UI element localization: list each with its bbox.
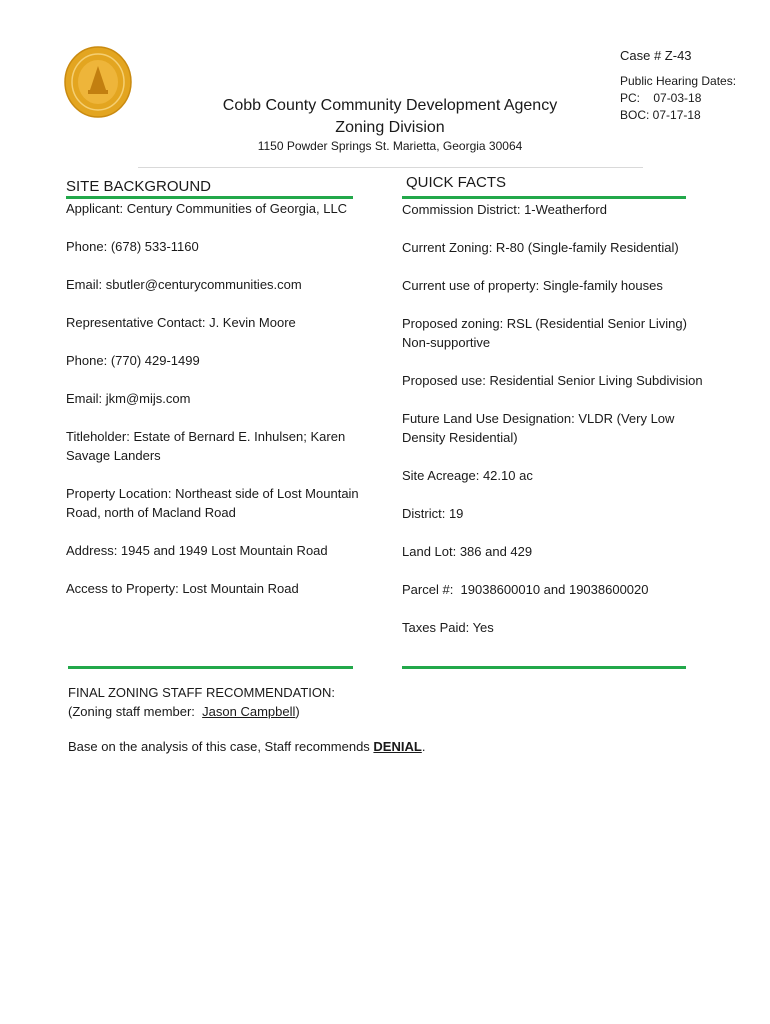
staff-suffix: ) <box>295 704 300 719</box>
site-background-list <box>66 199 371 617</box>
recommendation-statement <box>68 739 425 754</box>
case-info <box>620 48 736 124</box>
titleholder: Titleholder: Estate of Bernard E. Inhulsen; Karen Savage Landers <box>66 429 346 463</box>
boc-date: BOC: 07-17-18 <box>620 108 701 122</box>
current-use: Current use of property: Single-family houses <box>402 278 663 293</box>
land-lot: Land Lot: 386 and 429 <box>402 544 533 559</box>
representative-phone: Phone: (770) 429-1499 <box>66 353 200 368</box>
hearing-dates-title: Public Hearing Dates: <box>620 74 737 88</box>
site-background-bottom-line <box>68 666 353 669</box>
agency-name: Cobb County Community Development Agency <box>222 97 558 114</box>
applicant-phone: Phone: (678) 533-1160 <box>66 239 199 254</box>
cobb-county-seal-logo <box>64 46 132 118</box>
quick-facts-bottom-line <box>402 666 686 669</box>
applicant-email: Email: sbutler@centurycommunities.com <box>66 277 302 292</box>
proposed-use: Proposed use: Residential Senior Living Subdivision <box>402 373 703 388</box>
representative-email: Email: jkm@mijs.com <box>66 391 191 406</box>
staff-member-line <box>68 702 335 721</box>
property-address: Address: 1945 and 1949 Lost Mountain Road <box>66 543 328 558</box>
division-name: Zoning Division <box>335 119 445 136</box>
recommendation-text: Base on the analysis of this case, Staff recommends <box>68 739 374 754</box>
recommendation-suffix: . <box>421 739 426 754</box>
agency-header <box>200 95 580 139</box>
future-land-use: Future Land Use Designation: VLDR (Very Low Density Residential) <box>402 411 675 445</box>
case-number: Case # Z-43 <box>620 48 692 63</box>
site-background-title: SITE BACKGROUND <box>66 178 212 195</box>
representative-contact: Representative Contact: J. Kevin Moore <box>66 315 296 330</box>
quick-facts-underline <box>402 196 686 199</box>
parcel-number: Parcel #: 19038600010 and 19038600020 <box>402 582 649 597</box>
staff-prefix: (Zoning staff member: <box>68 704 203 719</box>
final-recommendation <box>68 683 335 721</box>
quick-facts-title: QUICK FACTS <box>406 174 507 191</box>
taxes-paid: Taxes Paid: Yes <box>402 620 494 635</box>
pc-date: PC: 07-03-18 <box>620 91 702 105</box>
recommendation-heading: FINAL ZONING STAFF RECOMMENDATION: <box>68 685 335 700</box>
commission-district: Commission District: 1-Weatherford <box>402 202 607 217</box>
staff-name: Jason Campbell <box>202 704 296 719</box>
header-divider <box>138 167 643 168</box>
applicant: Applicant: Century Communities of Georgia, LLC <box>66 201 348 216</box>
site-acreage: Site Acreage: 42.10 ac <box>402 468 533 483</box>
agency-address: 1150 Powder Springs St. Marietta, Georgia 30064 <box>257 139 523 153</box>
property-location: Property Location: Northeast side of Lost Mountain Road, north of Macland Road <box>66 486 359 520</box>
current-zoning: Current Zoning: R-80 (Single-family Residential) <box>402 240 679 255</box>
property-access: Access to Property: Lost Mountain Road <box>66 581 299 596</box>
quick-facts-list <box>402 200 727 656</box>
recommendation-decision: DENIAL <box>373 739 422 754</box>
district: District: 19 <box>402 506 464 521</box>
proposed-zoning: Proposed zoning: RSL (Residential Senior Living) Non-supportive <box>402 316 687 350</box>
